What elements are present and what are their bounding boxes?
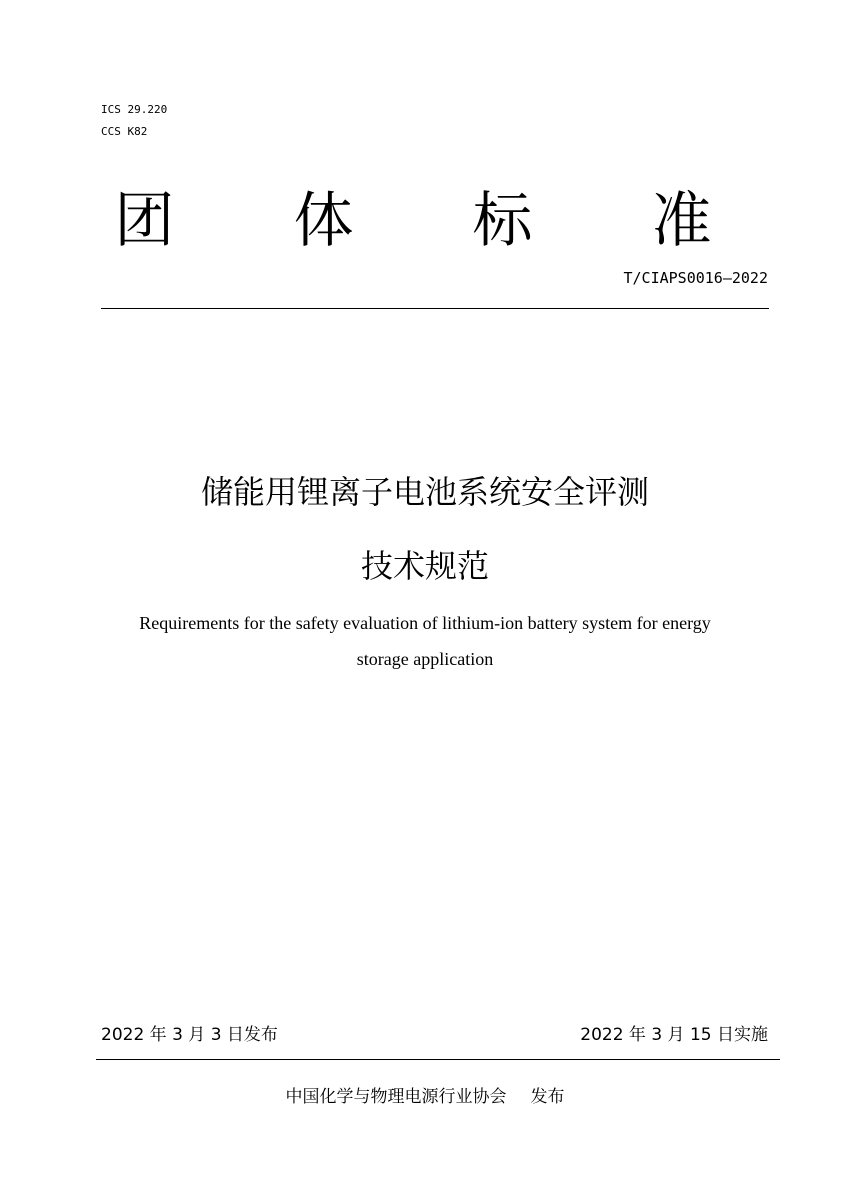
- title-zh-line-2: 技术规范: [360, 547, 489, 585]
- standard-type-heading: 团 体 标 准: [114, 186, 762, 256]
- title-en-line-2: storage application: [356, 649, 494, 669]
- publish-date: 2022 年 3 月 3 日发布: [101, 1025, 278, 1045]
- ccs-code: CCS K82: [101, 125, 148, 138]
- issuer-line: [0, 1086, 850, 1108]
- standard-number: T/CIAPS0016—2022: [623, 269, 768, 287]
- issuer-name: 中国化学与物理电源行业协会: [285, 1087, 507, 1107]
- issue-label: 发布: [530, 1087, 565, 1107]
- ics-code: ICS 29.220: [101, 103, 168, 116]
- bottom-divider: [96, 1059, 780, 1060]
- implement-date: 2022 年 3 月 15 日实施: [580, 1025, 768, 1045]
- title-zh-line-1: 储能用锂离子电池系统安全评测: [200, 473, 649, 511]
- title-en-line-1: Requirements for the safety evaluation of lithium-ion battery system for energy: [139, 613, 711, 633]
- top-divider: [101, 308, 769, 309]
